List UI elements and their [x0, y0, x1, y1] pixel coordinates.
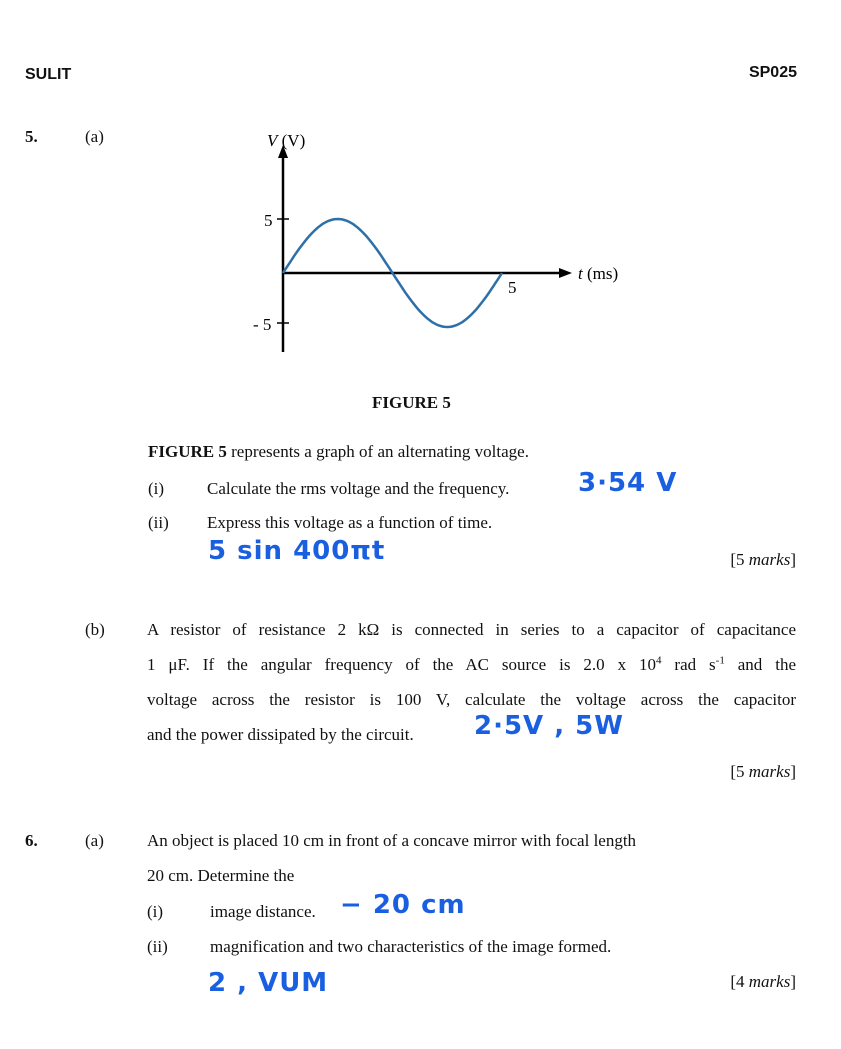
- q5b-label: (b): [85, 620, 105, 639]
- q6a-i-text: image distance.: [210, 902, 316, 921]
- q5b-line2-post: and the: [724, 655, 796, 674]
- q5b-marks: [730, 762, 796, 782]
- q5a-label: (a): [85, 127, 104, 146]
- q6a-ii-label: (ii): [147, 937, 168, 956]
- x-axis: [283, 268, 572, 278]
- q5-number: 5.: [25, 127, 38, 146]
- q6a-marks-num: [4: [730, 972, 749, 991]
- q5b-handwritten-answer: 2·5V , 5W: [474, 711, 624, 741]
- q5b-line3: voltage across the resistor is 100 V, calculate the voltage across the capacitor: [147, 690, 796, 709]
- q6a-line2: 20 cm. Determine the: [147, 866, 295, 885]
- q5a-intro-bold: FIGURE 5: [148, 442, 227, 461]
- x-axis-label: t (ms): [578, 264, 619, 283]
- y-axis: [278, 145, 288, 352]
- q5a-ii-handwritten-answer: 5 sin 400πt: [208, 536, 386, 566]
- x-axis-arrow: [559, 268, 572, 278]
- q5a-ii-text: Express this voltage as a function of time.: [207, 513, 493, 532]
- q6a-ii-handwritten-answer: 2 , VUM: [208, 968, 329, 998]
- q5a-ii-label: (ii): [148, 513, 169, 532]
- q6a-line1: An object is placed 10 cm in front of a concave mirror with focal length: [147, 831, 637, 850]
- y-tick-label-pos5: 5: [264, 211, 273, 230]
- q6a-i-label: (i): [147, 902, 164, 921]
- q6a-ii-text: magnification and two characteristics of the image formed.: [210, 937, 612, 956]
- q5a-intro: [148, 442, 529, 462]
- q6-number: 6.: [25, 831, 38, 850]
- q5b-line2: [147, 655, 796, 675]
- q6a-i-handwritten-answer: − 20 cm: [340, 890, 466, 920]
- q5b-line2-pre: 1 μF. If the angular frequency of the AC source is 2.0 x 10: [147, 655, 656, 674]
- q5a-marks: [730, 550, 796, 570]
- q5b-marks-close: ]: [790, 762, 796, 781]
- q5b-line2-mid: rad s: [661, 655, 716, 674]
- q5a-i-text: Calculate the rms voltage and the frequency.: [207, 479, 510, 498]
- y-axis-label: V (V): [267, 131, 306, 150]
- y-tick-label-neg5: - 5: [253, 315, 272, 334]
- figure-5-graph: [0, 0, 841, 380]
- q6a-marks: [730, 972, 796, 992]
- q5a-i-label: (i): [148, 479, 165, 498]
- q5b-line2-sup2: -1: [715, 654, 725, 667]
- q5a-marks-close: ]: [790, 550, 796, 569]
- figure-caption: FIGURE 5: [372, 393, 451, 412]
- q5a-marks-word: marks: [748, 550, 791, 569]
- q6a-marks-word: marks: [748, 972, 791, 991]
- q5b-marks-num: [5: [730, 762, 749, 781]
- q6a-label: (a): [85, 831, 104, 850]
- header-code: SP025: [748, 64, 797, 81]
- q5b-line1: A resistor of resistance 2 kΩ is connected in series to a capacitor of capacitance: [147, 620, 796, 639]
- q5a-marks-num: [5: [730, 550, 749, 569]
- header-sulit: SULIT: [25, 66, 72, 83]
- q5b-marks-word: marks: [748, 762, 791, 781]
- q5a-i-handwritten-answer: 3·54 V: [578, 468, 678, 498]
- q5a-intro-rest: represents a graph of an alternating voltage.: [226, 442, 529, 461]
- x-tick-label-5: 5: [508, 278, 517, 297]
- q6a-marks-close: ]: [790, 972, 796, 991]
- q5b-line4: and the power dissipated by the circuit.: [147, 725, 414, 744]
- q5b-line2-sup1: 4: [656, 654, 662, 667]
